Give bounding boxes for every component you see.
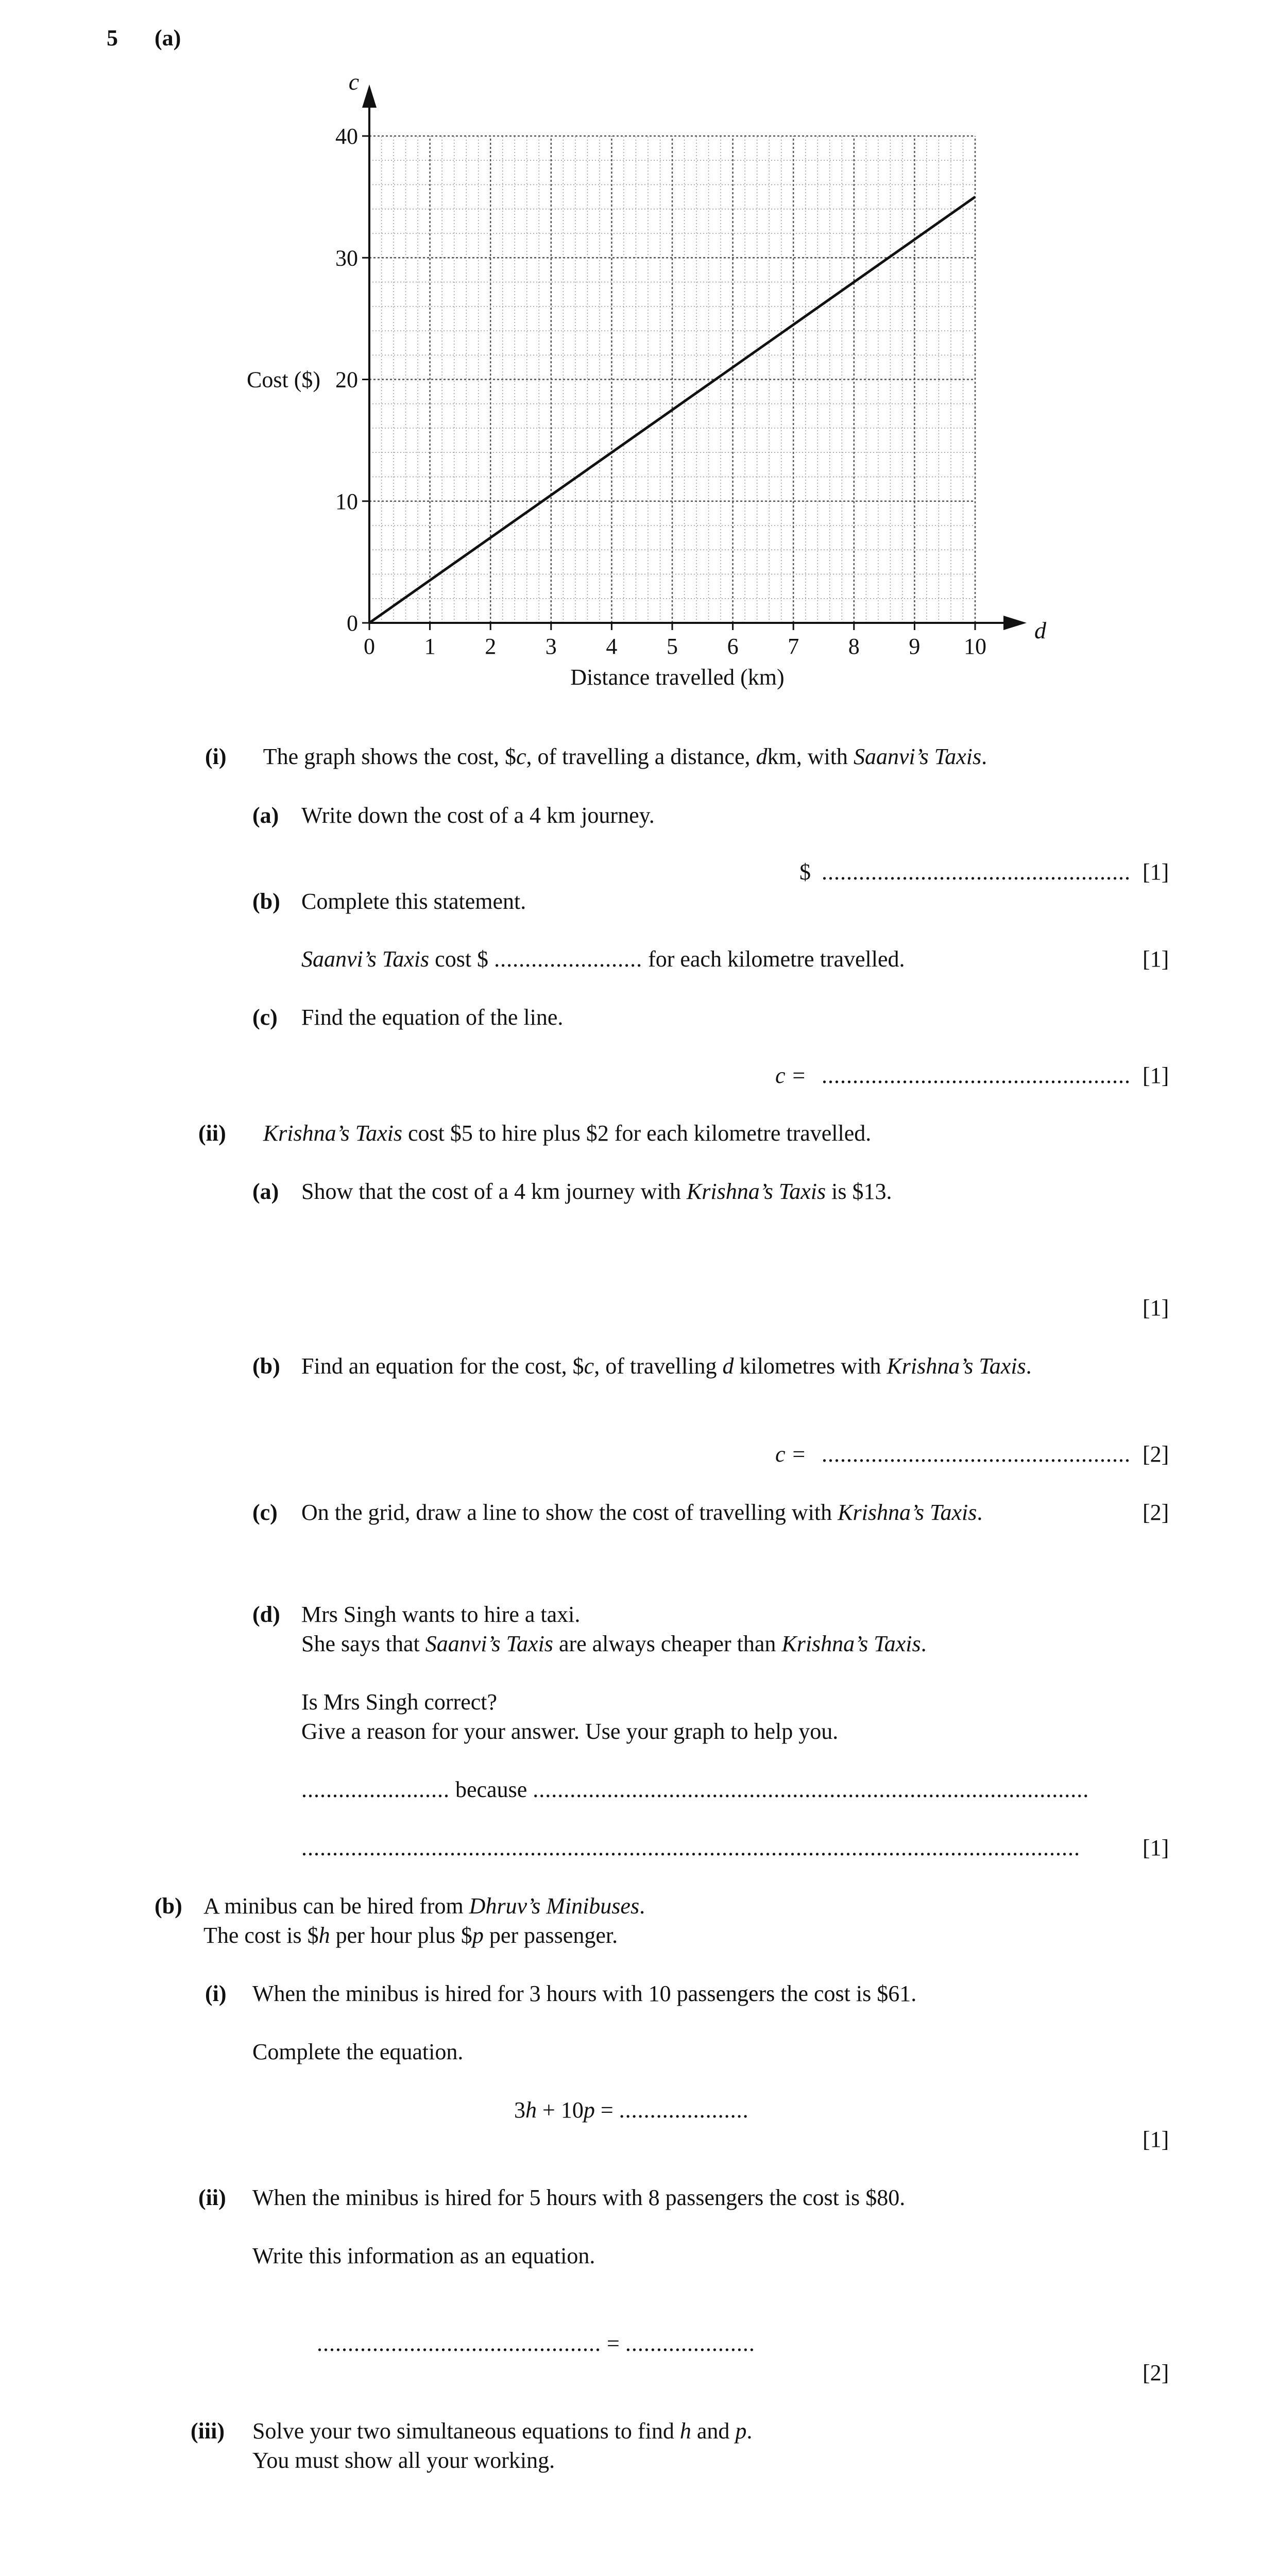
a-ii-label: (ii) [198,1121,226,1146]
b-i-text: When the minibus is hired for 3 hours with 10 passengers the cost is $61. [252,1981,917,2006]
x-tick-label: 2 [485,634,497,659]
text-2: and [691,2418,736,2444]
a-i-stem [205,742,987,771]
x-tick-label: 3 [545,634,557,659]
a-ii-c-text [301,1498,982,1527]
var-h: h [679,2418,691,2444]
b-ii-text: When the minibus is hired for 5 hours with 8 passengers the cost is $80. [252,2185,906,2210]
a-ii-b-answer-line[interactable]: .................................................. [822,1442,1131,1467]
x-tick-label: 10 [964,634,986,659]
question-number: 5 [107,25,118,50]
a-i-a-marks: [1] [1143,859,1169,885]
equals: = [601,2331,625,2356]
text-2: is $13. [826,1179,892,1204]
x-axis-label: Distance travelled (km) [570,665,785,690]
series-lines [369,197,975,623]
a-i-text-3: km, with [767,744,854,769]
a-i-text-2: , of travelling a distance, [526,744,756,769]
text-1: Solve your two simultaneous equations to find [252,2418,680,2444]
a-i-c-marks: [1] [1143,1063,1169,1088]
b-iii-text [252,2417,752,2445]
eq-2: + 10 [537,2097,584,2123]
a-i-a-answer-prefix: $ [799,859,811,885]
x-axis-letter: d [1034,617,1046,643]
company-saanvi: Saanvi’s Taxis [425,1631,553,1656]
because: because [450,1777,533,1802]
blank-long[interactable]: .......................................................................................... [533,1777,1089,1802]
b-i-marks: [1] [1143,2127,1169,2152]
rhs-blank[interactable]: ..................... [625,2331,755,2356]
y-axis-letter: c [348,69,360,95]
a-i-c-answer-line[interactable]: .................................................. [822,1063,1131,1088]
company-saanvi: Saanvi’s Taxis [853,744,982,769]
a-ii-b-text [301,1352,1032,1380]
stmt-1: cost $ [429,946,495,972]
text-3: . [921,1631,927,1656]
cost-distance-graph [0,0,1278,721]
a-ii-c-label: (c) [252,1500,278,1525]
eq-blank[interactable]: ..................... [619,2097,749,2123]
var-d: d [756,744,768,769]
b-line1 [203,1892,645,1920]
b-iii-line2: You must show all your working. [252,2448,555,2473]
company-saanvi: Saanvi’s Taxis [301,946,430,972]
a-i-a-answer-line[interactable]: .................................................. [822,859,1131,885]
lhs-blank[interactable]: .............................................. [317,2331,601,2356]
a-i-b-label: (b) [252,889,280,914]
b-ii-label: (ii) [198,2185,226,2210]
stmt-blank[interactable]: ........................ [494,946,643,972]
a-ii-d-answer-line-2[interactable]: .............................................................................................................................. [301,1835,1080,1860]
text-1: A minibus can be hired from [203,1893,469,1919]
a-i-b-marks: [1] [1143,946,1169,972]
eq-1: 3 [514,2097,525,2123]
var-h: h [525,2097,537,2123]
a-ii-stem [198,1119,871,1147]
b-ii-marks: [2] [1143,2360,1169,2385]
a-ii-d-line3: Is Mrs Singh correct? [301,1689,498,1715]
text-3: per passenger. [483,1923,618,1948]
b-i-label: (i) [205,1981,227,2006]
var-c: c [584,1353,594,1379]
x-tick-label: 8 [848,634,860,659]
a-i-a-text: Write down the cost of a 4 km journey. [301,803,655,828]
a-i-a-label: (a) [252,803,279,828]
text-1: Find an equation for the cost, $ [301,1353,584,1379]
x-axis-arrow-icon [1003,616,1027,630]
x-tick-label: 4 [606,634,618,659]
y-tick-label: 30 [335,245,358,271]
x-tick-label: 6 [727,634,739,659]
text-2: . [639,1893,645,1919]
y-tick-label: 10 [335,488,358,514]
text-2: , of travelling [594,1353,723,1379]
b-iii-label: (iii) [191,2418,225,2444]
text-1: On the grid, draw a line to show the cost of travelling with [301,1500,838,1525]
b-ii-equation [317,2329,755,2358]
a-i-text-1: The graph shows the cost, $ [263,744,516,769]
text-3: . [746,2418,753,2444]
text-2: per hour plus $ [330,1923,472,1948]
a-ii-c-marks: [2] [1143,1500,1169,1525]
a-ii-text: cost $5 to hire plus $2 for each kilometre travelled. [402,1121,872,1146]
part-a-label: (a) [155,25,181,50]
company-krishna: Krishna’s Taxis [838,1500,977,1525]
text-3: kilometres with [734,1353,887,1379]
text-1: The cost is $ [203,1923,319,1948]
var-h: h [318,1923,330,1948]
var-p: p [472,1923,484,1948]
b-line2 [203,1921,618,1950]
a-ii-d-label: (d) [252,1602,280,1627]
a-ii-d-line4: Give a reason for your answer. Use your graph to help you. [301,1719,839,1744]
text-2: are always cheaper than [553,1631,782,1656]
stmt-2: for each kilometre travelled. [642,946,905,972]
text-2: . [977,1500,983,1525]
y-tick-label: 0 [347,611,358,636]
text-1: She says that [301,1631,425,1656]
x-tick-label: 9 [909,634,921,659]
part-b-label: (b) [155,1893,182,1919]
a-i-b-text: Complete this statement. [301,889,526,914]
a-ii-b-label: (b) [252,1353,280,1379]
a-ii-d-line1: Mrs Singh wants to hire a taxi. [301,1602,581,1627]
a-ii-d-marks: [1] [1143,1835,1169,1860]
company-dhruv: Dhruv’s Minibuses [469,1893,640,1919]
company-krishna: Krishna’s Taxis [686,1179,826,1204]
a-i-c-answer-prefix: c = [775,1063,807,1088]
var-d: d [722,1353,734,1379]
blank-short[interactable]: ........................ [301,1777,450,1802]
b-ii-instruction: Write this information as an equation. [252,2243,595,2268]
var-c: c [516,744,526,769]
x-tick-label: 0 [364,634,375,659]
series-line [369,197,975,623]
a-i-text-4: . [981,744,987,769]
text-1: Show that the cost of a 4 km journey with [301,1179,687,1204]
a-i-c-text: Find the equation of the line. [301,1005,564,1030]
y-tick-label: 20 [335,367,358,393]
x-tick-label: 1 [424,634,436,659]
b-i-instruction: Complete the equation. [252,2039,464,2064]
eq-3: = [594,2097,619,2123]
y-axis-arrow-icon [362,84,377,108]
a-ii-b-answer-prefix: c = [775,1442,807,1467]
b-i-equation [514,2096,749,2124]
x-tick-label: 7 [788,634,799,659]
y-tick-label: 40 [335,124,358,149]
var-p: p [583,2097,595,2123]
a-i-b-statement [301,945,905,973]
a-ii-a-marks: [1] [1143,1295,1169,1320]
a-ii-d-line2 [301,1630,927,1658]
a-i-label: (i) [205,744,227,769]
a-ii-a-text [301,1177,892,1206]
a-ii-d-answer-line-1 [301,1775,1089,1804]
var-p: p [735,2418,747,2444]
x-tick-label: 5 [667,634,678,659]
a-ii-b-marks: [2] [1143,1442,1169,1467]
a-i-c-label: (c) [252,1005,278,1030]
text-4: . [1026,1353,1032,1379]
y-axis-label: Cost ($) [247,367,320,393]
company-krishna: Krishna’s Taxis [887,1353,1026,1379]
company-krishna: Krishna’s Taxis [781,1631,921,1656]
company-krishna: Krishna’s Taxis [263,1121,402,1146]
a-ii-a-label: (a) [252,1179,279,1204]
